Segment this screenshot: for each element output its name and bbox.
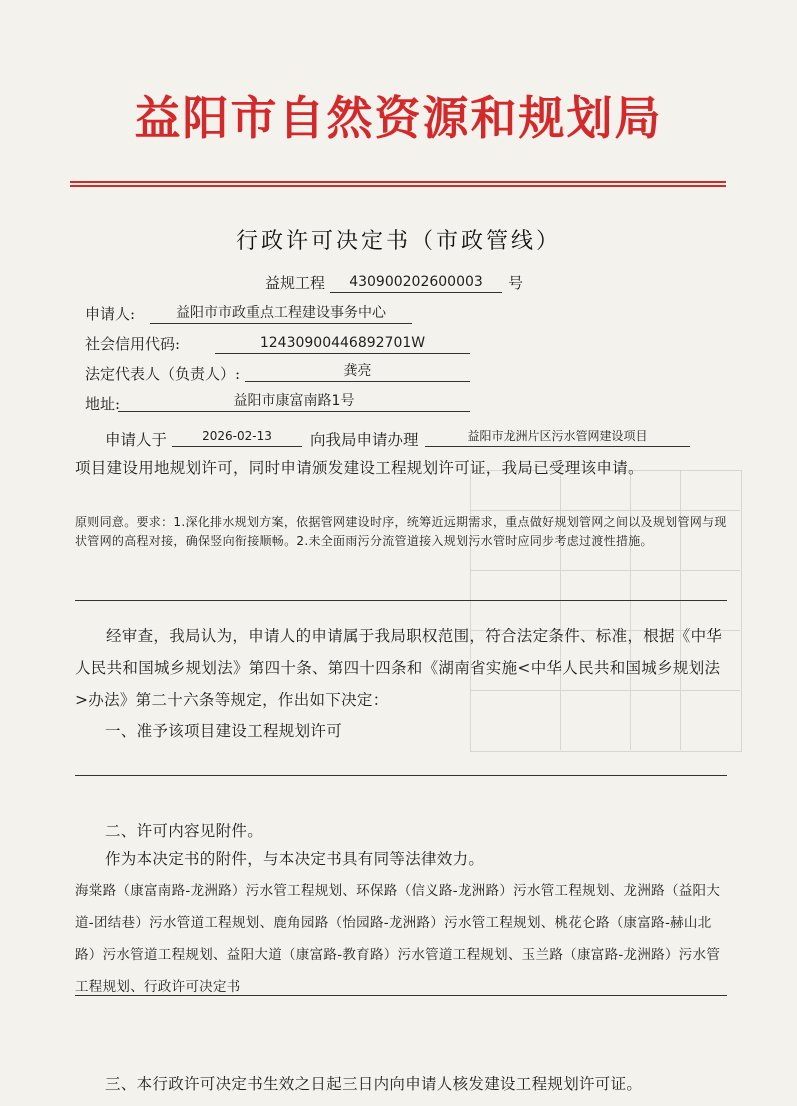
credit-code-value: 12430900446892701W <box>215 333 470 354</box>
review-opinion: 原则同意。要求：1.深化排水规划方案，依据管网建设时序，统筹近远期需求，重点做好规划管网之间以及规划管网与现状管网的高程对接，确保竖向衔接顺畅。2.未全面雨污分流管道接入规划污水管时应同步考虑过渡性措施。 <box>75 515 727 548</box>
header-rule-top <box>70 181 726 183</box>
project-name: 益阳市龙洲片区污水管网建设项目 <box>425 426 690 447</box>
attachment-rule <box>75 995 727 996</box>
applicant-value: 益阳市市政重点工程建设事务中心 <box>150 303 412 324</box>
document-title: 行政许可决定书（市政管线） <box>235 229 561 254</box>
applicant-label: 申请人: <box>85 305 136 323</box>
attachment-effect: 作为本决定书的附件，与本决定书具有同等法律效力。 <box>105 850 485 868</box>
legal-rep-value: 龚亮 <box>245 361 470 382</box>
review-paragraph: 经审查，我局认为，申请人的申请属于我局职权范围，符合法定条件、标准，根据《中华人民共和国城乡规划法》第四十条、第四十四条和《湖南省实施<中华人民共和国城乡规划法>办法》第二十六条等规定，作出如下决定： <box>75 627 723 709</box>
header-rule-bottom <box>70 185 726 187</box>
decision-item-2: 二、许可内容见附件。 <box>105 822 264 840</box>
decision-item-1: 一、准予该项目建设工程规划许可 <box>105 722 343 740</box>
legal-rep-label: 法定代表人（负责人）: <box>85 365 241 383</box>
apply-prefix: 申请人于 <box>105 431 168 449</box>
credit-code-label: 社会信用代码: <box>85 335 181 353</box>
accept-sentence: 项目建设用地规划许可，同时申请颁发建设工程规划许可证，我局已受理该申请。 <box>75 459 644 477</box>
issuing-authority-header: 益阳市自然资源和规划局 <box>134 91 663 145</box>
doc-number: 430900202600003 <box>330 272 502 293</box>
apply-mid: 向我局申请办理 <box>310 431 419 449</box>
attachment-list: 海棠路（康富南路-龙洲路）污水管工程规划、环保路（信义路-龙洲路）污水管工程规划、龙洲路（益阳大道-团结巷）污水管道工程规划、鹿角园路（怡园路-龙洲路）污水管工程规划、桃花仑路（康富路-赫山北路）污水管道工程规划、益阳大道（康富路-教育路）污水管道工程规划、玉兰路（康富路-龙洲路）污水管工程规划、行政许可决定书 <box>75 883 721 995</box>
decision-item-3: 三、本行政许可决定书生效之日起三日内向申请人核发建设工程规划许可证。 <box>105 1075 643 1093</box>
apply-date: 2026-02-13 <box>172 426 302 447</box>
opinion-rule <box>75 600 727 601</box>
decision-1-rule <box>75 775 727 776</box>
address-value: 益阳市康富南路1号 <box>118 391 470 412</box>
address-label: 地址: <box>85 395 121 413</box>
doc-number-suffix: 号 <box>508 274 524 292</box>
doc-number-prefix: 益规工程 <box>265 274 326 292</box>
